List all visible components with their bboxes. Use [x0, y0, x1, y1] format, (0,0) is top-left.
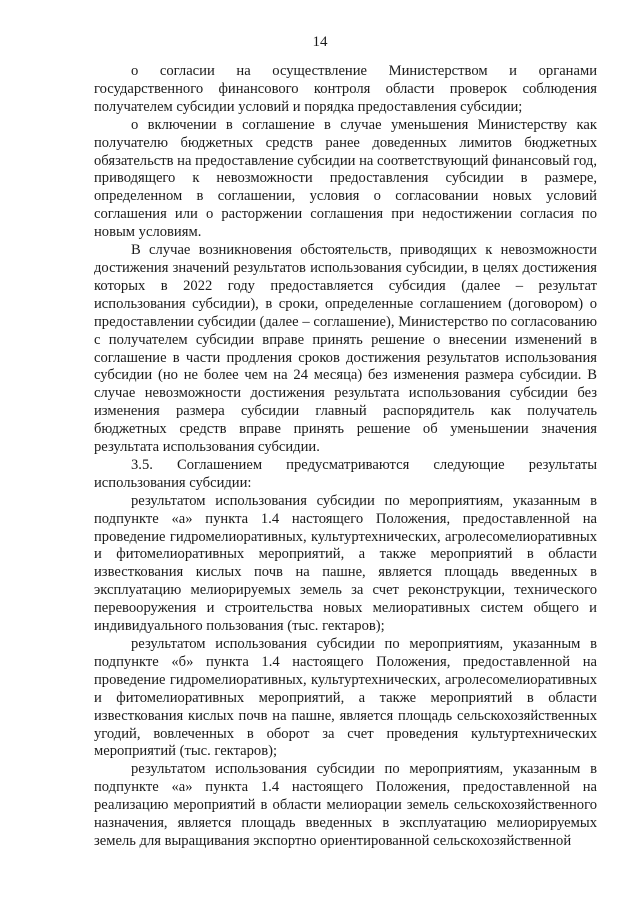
paragraph: результатом использования субсидии по мероприятиям, указанным в подпункте «а» пункта 1.4 настоящего Положения, предоставленной на проведение гидромелиоративных, культуртехнических, агролесомелиоративных и фитомелиоративных мероприятий, а также мероприятий в области известкования кислых почв на пашне, является площадь введенных в эксплуатацию мелиорируемых земель за счет реконструкции, технического перевооружения и строительства новых мелиоративных систем общего и индивидуального пользования (тыс. гектаров); — [94, 492, 597, 635]
paragraph: результатом использования субсидии по мероприятиям, указанным в подпункте «а» пункта 1.4 настоящего Положения, предоставленной на реализацию мероприятий в области мелиорации земель сельскохозяйственного назначения, является площадь введенных в эксплуатацию мелиорируемых земель для выращивания экспортно ориентированной сельскохозяйственной — [94, 761, 597, 849]
document-body — [94, 63, 597, 851]
paragraph: 3.5. Соглашением предусматриваются следующие результаты использования субсидии: — [94, 456, 597, 491]
page-number: 14 — [312, 34, 328, 50]
paragraph: о согласии на осуществление Министерством и органами государственного финансового контроля области проверок соблюдения получателем субсидии условий и порядка предоставления субсидии; — [94, 63, 597, 115]
paragraph: В случае возникновения обстоятельств, приводящих к невозможности достижения значений результатов использования субсидии, в целях достижения которых в 2022 году предоставляется субсидия (далее – результат использования субсидии), в сроки, определенные соглашением (договором) о предоставлении субсидии (далее – соглашение), Министерство по согласованию с получателем субсидии вправе принять решение о внесении изменений в соглашение в части продления сроков достижения результатов использования субсидии (но не более чем на 24 месяца) без изменения размера субсидии. В случае невозможности достижения результата использования субсидии без изменения размера субсидии главный распорядитель как получатель бюджетных средств вправе принять решение об уменьшении значения результата использования субсидии. — [94, 242, 597, 456]
paragraph: результатом использования субсидии по мероприятиям, указанным в подпункте «б» пункта 1.4 настоящего Положения, предоставленной на проведение гидромелиоративных, культуртехнических, агролесомелиоративных и фитомелиоративных мероприятий, а также мероприятий в области известкования кислых почв на пашне, является площадь сельскохозяйственных угодий, вовлеченных в оборот за счет проведения культуртехнических мероприятий (тыс. гектаров); — [94, 636, 597, 760]
paragraph: о включении в соглашение в случае уменьшения Министерству как получателю бюджетных средств ранее доведенных лимитов бюджетных обязательств на предоставление субсидии на соответствующий финансовый год, приводящего к невозможности предоставления субсидии в размере, определенном в соглашении, условия о согласовании новых условий соглашения или о расторжении соглашения при недостижении согласия по новым условиям. — [94, 116, 597, 241]
